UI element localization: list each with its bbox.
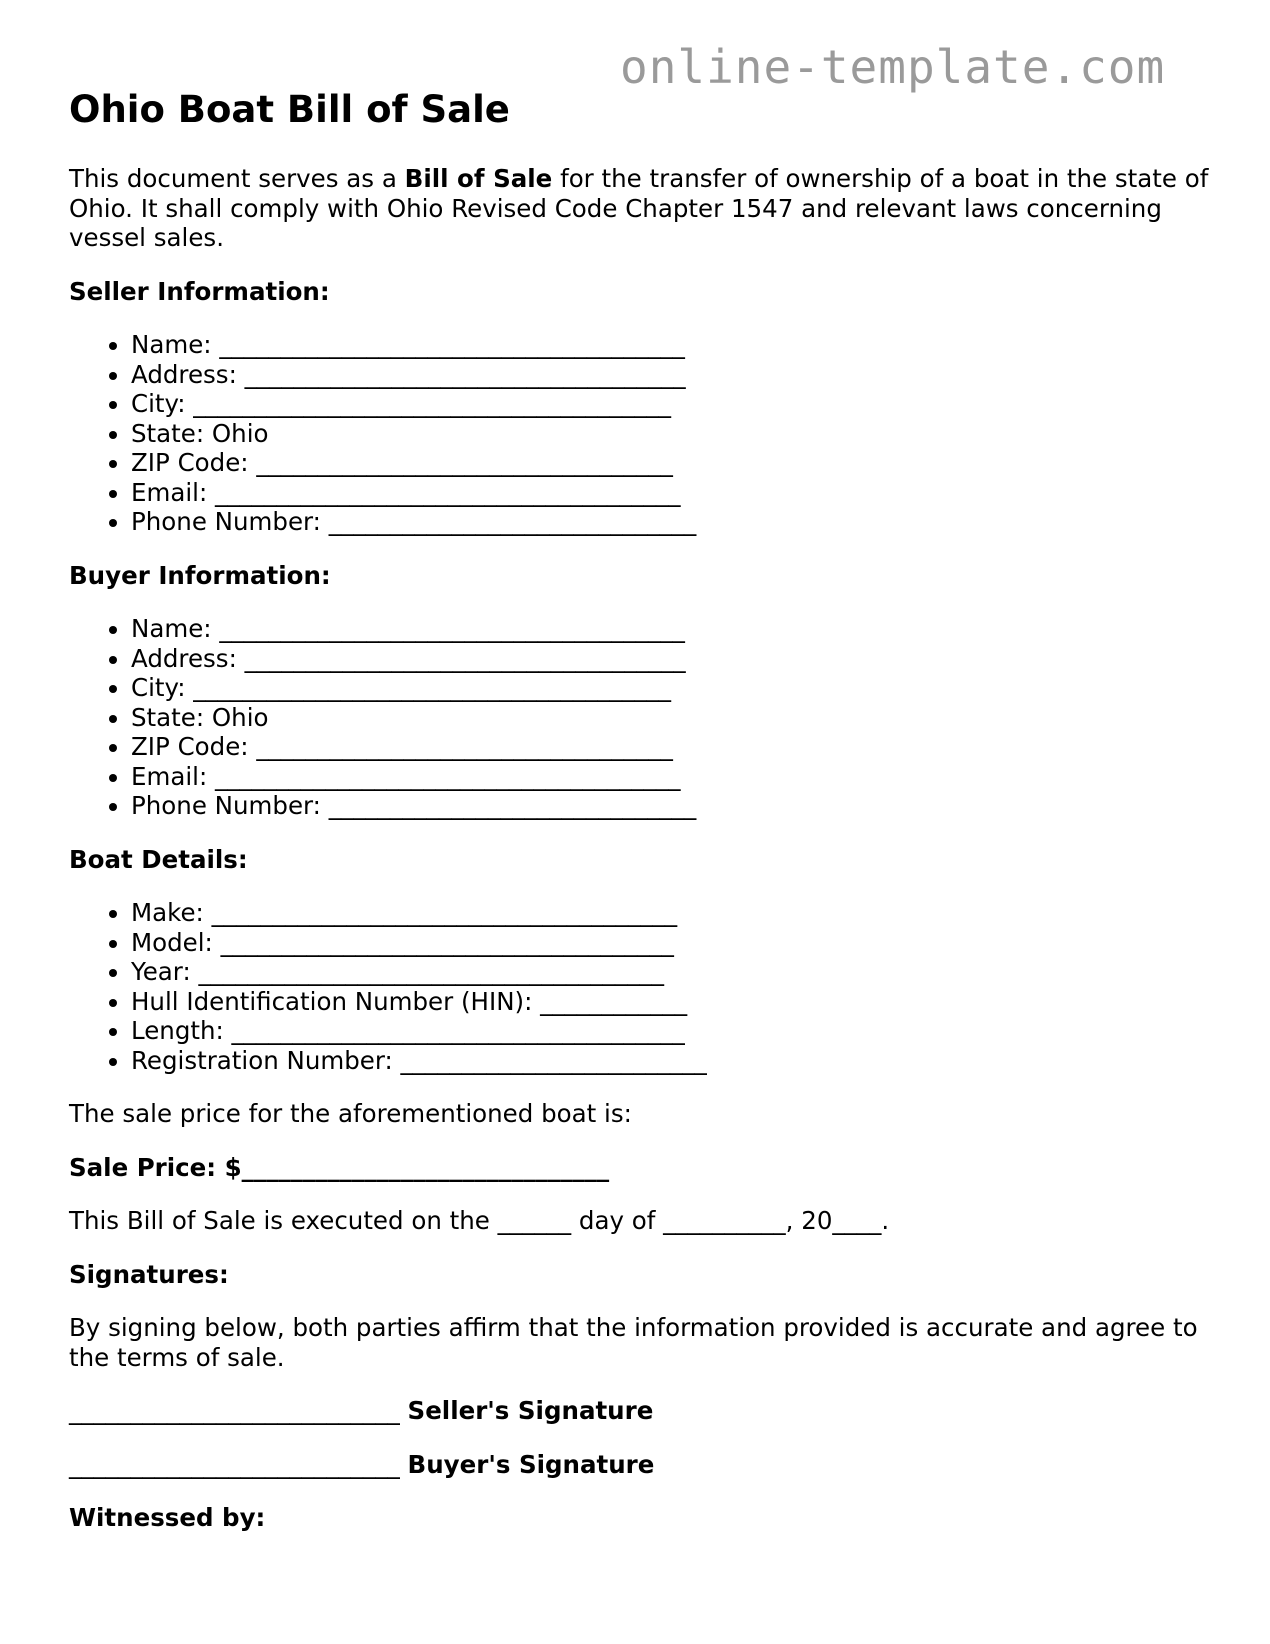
buyer-name-field: • Name: ______________________________________ — [131, 614, 1209, 644]
boat-list — [69, 898, 1209, 1075]
seller-city-field: • City: _______________________________________ — [131, 389, 1209, 419]
seller-list — [69, 330, 1209, 537]
document-page — [69, 86, 1209, 1557]
buyer-phone-field: • Phone Number: ______________________________ — [131, 791, 1209, 821]
seller-signature-line — [69, 1396, 1209, 1426]
buyer-city-field: • City: _______________________________________ — [131, 673, 1209, 703]
signatures-text: By signing below, both parties affirm that the information provided is accurate and agree to the terms of sale. — [69, 1313, 1198, 1372]
seller-state-field: • State: Ohio — [131, 419, 1209, 449]
intro-post: for the transfer of ownership of a boat in the state of Ohio. It shall comply with Ohio Revised Code Chapter 1547 and relevant laws concerning vessel sales. — [69, 164, 1209, 252]
seller-heading: Seller Information: — [69, 276, 330, 306]
buyer-signature-label: Buyer's Signature — [407, 1449, 655, 1479]
seller-phone-field: • Phone Number: ______________________________ — [131, 507, 1209, 537]
intro-pre: This document serves as a — [69, 164, 405, 193]
boat-length-field: • Length: _____________________________________ — [131, 1016, 1209, 1046]
boat-year-field: • Year: ______________________________________ — [131, 957, 1209, 987]
buyer-zip-field: • ZIP Code: __________________________________ — [131, 732, 1209, 762]
seller-signature-label: Seller's Signature — [407, 1396, 654, 1425]
buyer-list — [69, 614, 1209, 821]
intro-paragraph — [69, 164, 1209, 253]
document-title: Ohio Boat Bill of Sale — [69, 88, 510, 131]
signatures-heading: Signatures: — [69, 1259, 229, 1289]
boat-heading: Boat Details: — [69, 844, 248, 874]
sale-intro: The sale price for the aforementioned boat is: — [69, 1099, 632, 1128]
sale-price-field: Sale Price: $______________________________ — [69, 1152, 610, 1182]
buyer-signature-line — [69, 1450, 1209, 1480]
watermark: online-template.com — [620, 40, 1166, 94]
boat-registration-field: • Registration Number: _________________________ — [131, 1046, 1209, 1076]
buyer-heading: Buyer Information: — [69, 560, 331, 590]
execution-date-line: This Bill of Sale is executed on the ______ day of __________, 20____. — [69, 1206, 890, 1235]
seller-zip-field: • ZIP Code: __________________________________ — [131, 448, 1209, 478]
buyer-email-field: • Email: ______________________________________ — [131, 762, 1209, 792]
boat-model-field: • Model: _____________________________________ — [131, 928, 1209, 958]
buyer-signature-blank: ___________________________ — [69, 1449, 400, 1479]
seller-email-field: • Email: ______________________________________ — [131, 478, 1209, 508]
witnessed-heading: Witnessed by: — [69, 1503, 266, 1532]
seller-signature-blank: ___________________________ — [69, 1396, 400, 1425]
intro-bold: Bill of Sale — [404, 164, 553, 193]
seller-name-field: • Name: ______________________________________ — [131, 330, 1209, 360]
buyer-state-field: • State: Ohio — [131, 703, 1209, 733]
boat-hin-field: • Hull Identification Number (HIN): ____________ — [131, 987, 1209, 1017]
boat-make-field: • Make: ______________________________________ — [131, 898, 1209, 928]
buyer-address-field: • Address: ____________________________________ — [131, 644, 1209, 674]
seller-address-field: • Address: ____________________________________ — [131, 360, 1209, 390]
